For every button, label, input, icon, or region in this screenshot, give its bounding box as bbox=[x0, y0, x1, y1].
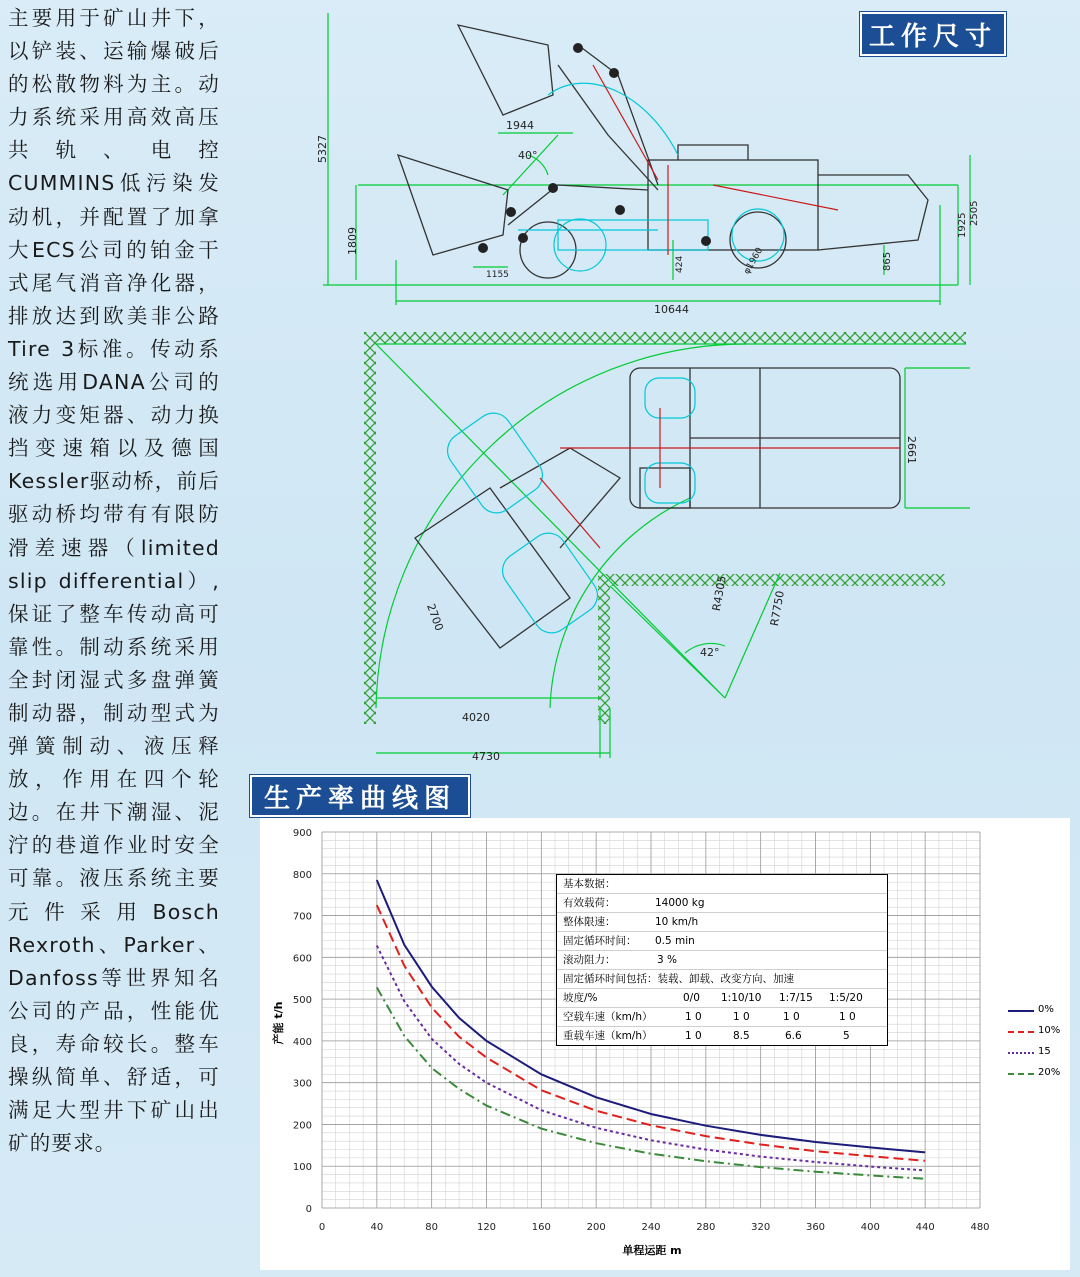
y-tick-label: 200 bbox=[292, 1120, 312, 1132]
dim-label: 2700 bbox=[424, 601, 446, 633]
legend-item: 10% bbox=[1004, 1025, 1074, 1046]
info-row: 整体限速： 10 km/h bbox=[557, 913, 887, 932]
dim-label: 1809 bbox=[346, 227, 359, 255]
intro-paragraph: 主要用于矿山井下，以铲装、运输爆破后的松散物料为主。动力系统采用高效高压共轨、电控CUMMINS低污染发动机，并配置了加拿大ECS公司的铂金干式尾气消音净化器，排放达到欧美非公路Tire 3标准。传动系统选用DANA公司的液力变矩器、动力换挡变速箱以及德国Kessler驱动桥，前后驱动桥均带有有限防滑差速器（limited slip differential）,保证了整车传动高可靠性。制动系统采用全封闭湿式多盘弹簧制动器，制动型式为弹簧制动、液压释放，作用在四个轮边。在井下潮湿、泥泞的巷道作业时安全可靠。液压系统主要元件采用Bosch Rexroth、Parker、Danfoss等世界知名公司的产品，性能优良，寿命较长。整车操纵简单、舒适，可满足大型井下矿山出矿的要求。 bbox=[8, 6, 220, 1156]
loaded-speed-row: 重载车速（km/h） 1 0 8.5 6.6 5 bbox=[563, 1030, 850, 1042]
basic-data-box bbox=[556, 874, 888, 1046]
dim-label: 424 bbox=[675, 255, 685, 273]
legend-item: 0% bbox=[1004, 1004, 1074, 1025]
empty-speed-row: 空载车速（km/h） 1 0 1 0 1 0 1 0 bbox=[557, 1008, 887, 1027]
x-axis-title: 单程运距 m bbox=[622, 1244, 682, 1257]
dim-label: 40° bbox=[518, 149, 538, 162]
info-row: 有效载荷： 14000 kg bbox=[557, 894, 887, 913]
x-tick-label: 160 bbox=[531, 1222, 551, 1233]
x-tick-label: 120 bbox=[476, 1222, 497, 1233]
dim-label: φ1960 bbox=[742, 246, 766, 277]
y-tick-label: 0 bbox=[305, 1204, 312, 1215]
y-tick-label: 900 bbox=[292, 828, 312, 839]
x-tick-label: 480 bbox=[970, 1222, 990, 1233]
y-tick-label: 500 bbox=[292, 995, 312, 1007]
x-tick-label: 320 bbox=[751, 1222, 771, 1233]
x-tick-label: 80 bbox=[425, 1222, 439, 1233]
x-tick-label: 280 bbox=[696, 1222, 716, 1233]
info-row: 固定循环时间： 0.5 min bbox=[557, 932, 887, 951]
y-tick-label: 800 bbox=[292, 869, 312, 881]
y-tick-label: 100 bbox=[292, 1162, 312, 1174]
dim-label: 10644 bbox=[654, 303, 689, 316]
info-includes: 固定循环时间包括：装载、卸载、改变方向、加速 bbox=[557, 970, 887, 989]
x-tick-label: 0 bbox=[318, 1222, 326, 1233]
y-tick-label: 600 bbox=[292, 953, 312, 965]
x-tick-label: 440 bbox=[915, 1222, 935, 1233]
dim-label: 5327 bbox=[316, 135, 329, 163]
y-tick-label: 400 bbox=[292, 1036, 312, 1048]
dim-label: 42° bbox=[700, 646, 720, 659]
dim-label: R4305 bbox=[709, 574, 729, 613]
dim-label: 1155 bbox=[486, 270, 509, 280]
section-title-production-curve: 生产率曲线图 bbox=[250, 775, 470, 817]
dim-label: R7750 bbox=[767, 589, 787, 628]
info-row: 滚动阻力： 3 % bbox=[557, 951, 887, 970]
dim-label: 2661 bbox=[905, 436, 918, 464]
x-tick-label: 40 bbox=[370, 1222, 384, 1233]
section-title-dimensions: 工作尺寸 bbox=[860, 12, 1006, 56]
dim-label: 4020 bbox=[462, 711, 490, 724]
y-tick-label: 700 bbox=[292, 911, 312, 923]
side-view-drawing bbox=[318, 5, 978, 315]
y-axis-title: 产能 t/h bbox=[272, 1001, 285, 1045]
y-tick-label: 300 bbox=[292, 1078, 312, 1090]
x-tick-label: 240 bbox=[641, 1222, 661, 1233]
x-tick-label: 360 bbox=[805, 1222, 826, 1233]
legend-item: 15 bbox=[1004, 1046, 1074, 1067]
chart-legend bbox=[1004, 1004, 1074, 1088]
dim-label: 1925 bbox=[957, 212, 968, 238]
dim-label: 865 bbox=[882, 251, 893, 271]
legend-item: 20% bbox=[1004, 1067, 1074, 1088]
x-tick-label: 200 bbox=[586, 1222, 606, 1233]
x-tick-label: 400 bbox=[860, 1222, 880, 1233]
info-title: 基本数据： bbox=[557, 875, 887, 894]
dim-label: 2505 bbox=[969, 200, 980, 226]
grade-row: 坡度/% 0/0 1:10/10 1:7/15 1:5/20 bbox=[557, 989, 887, 1008]
top-view-drawing bbox=[360, 328, 970, 768]
dim-label: 4730 bbox=[472, 750, 500, 763]
dim-label: 1944 bbox=[506, 119, 534, 132]
